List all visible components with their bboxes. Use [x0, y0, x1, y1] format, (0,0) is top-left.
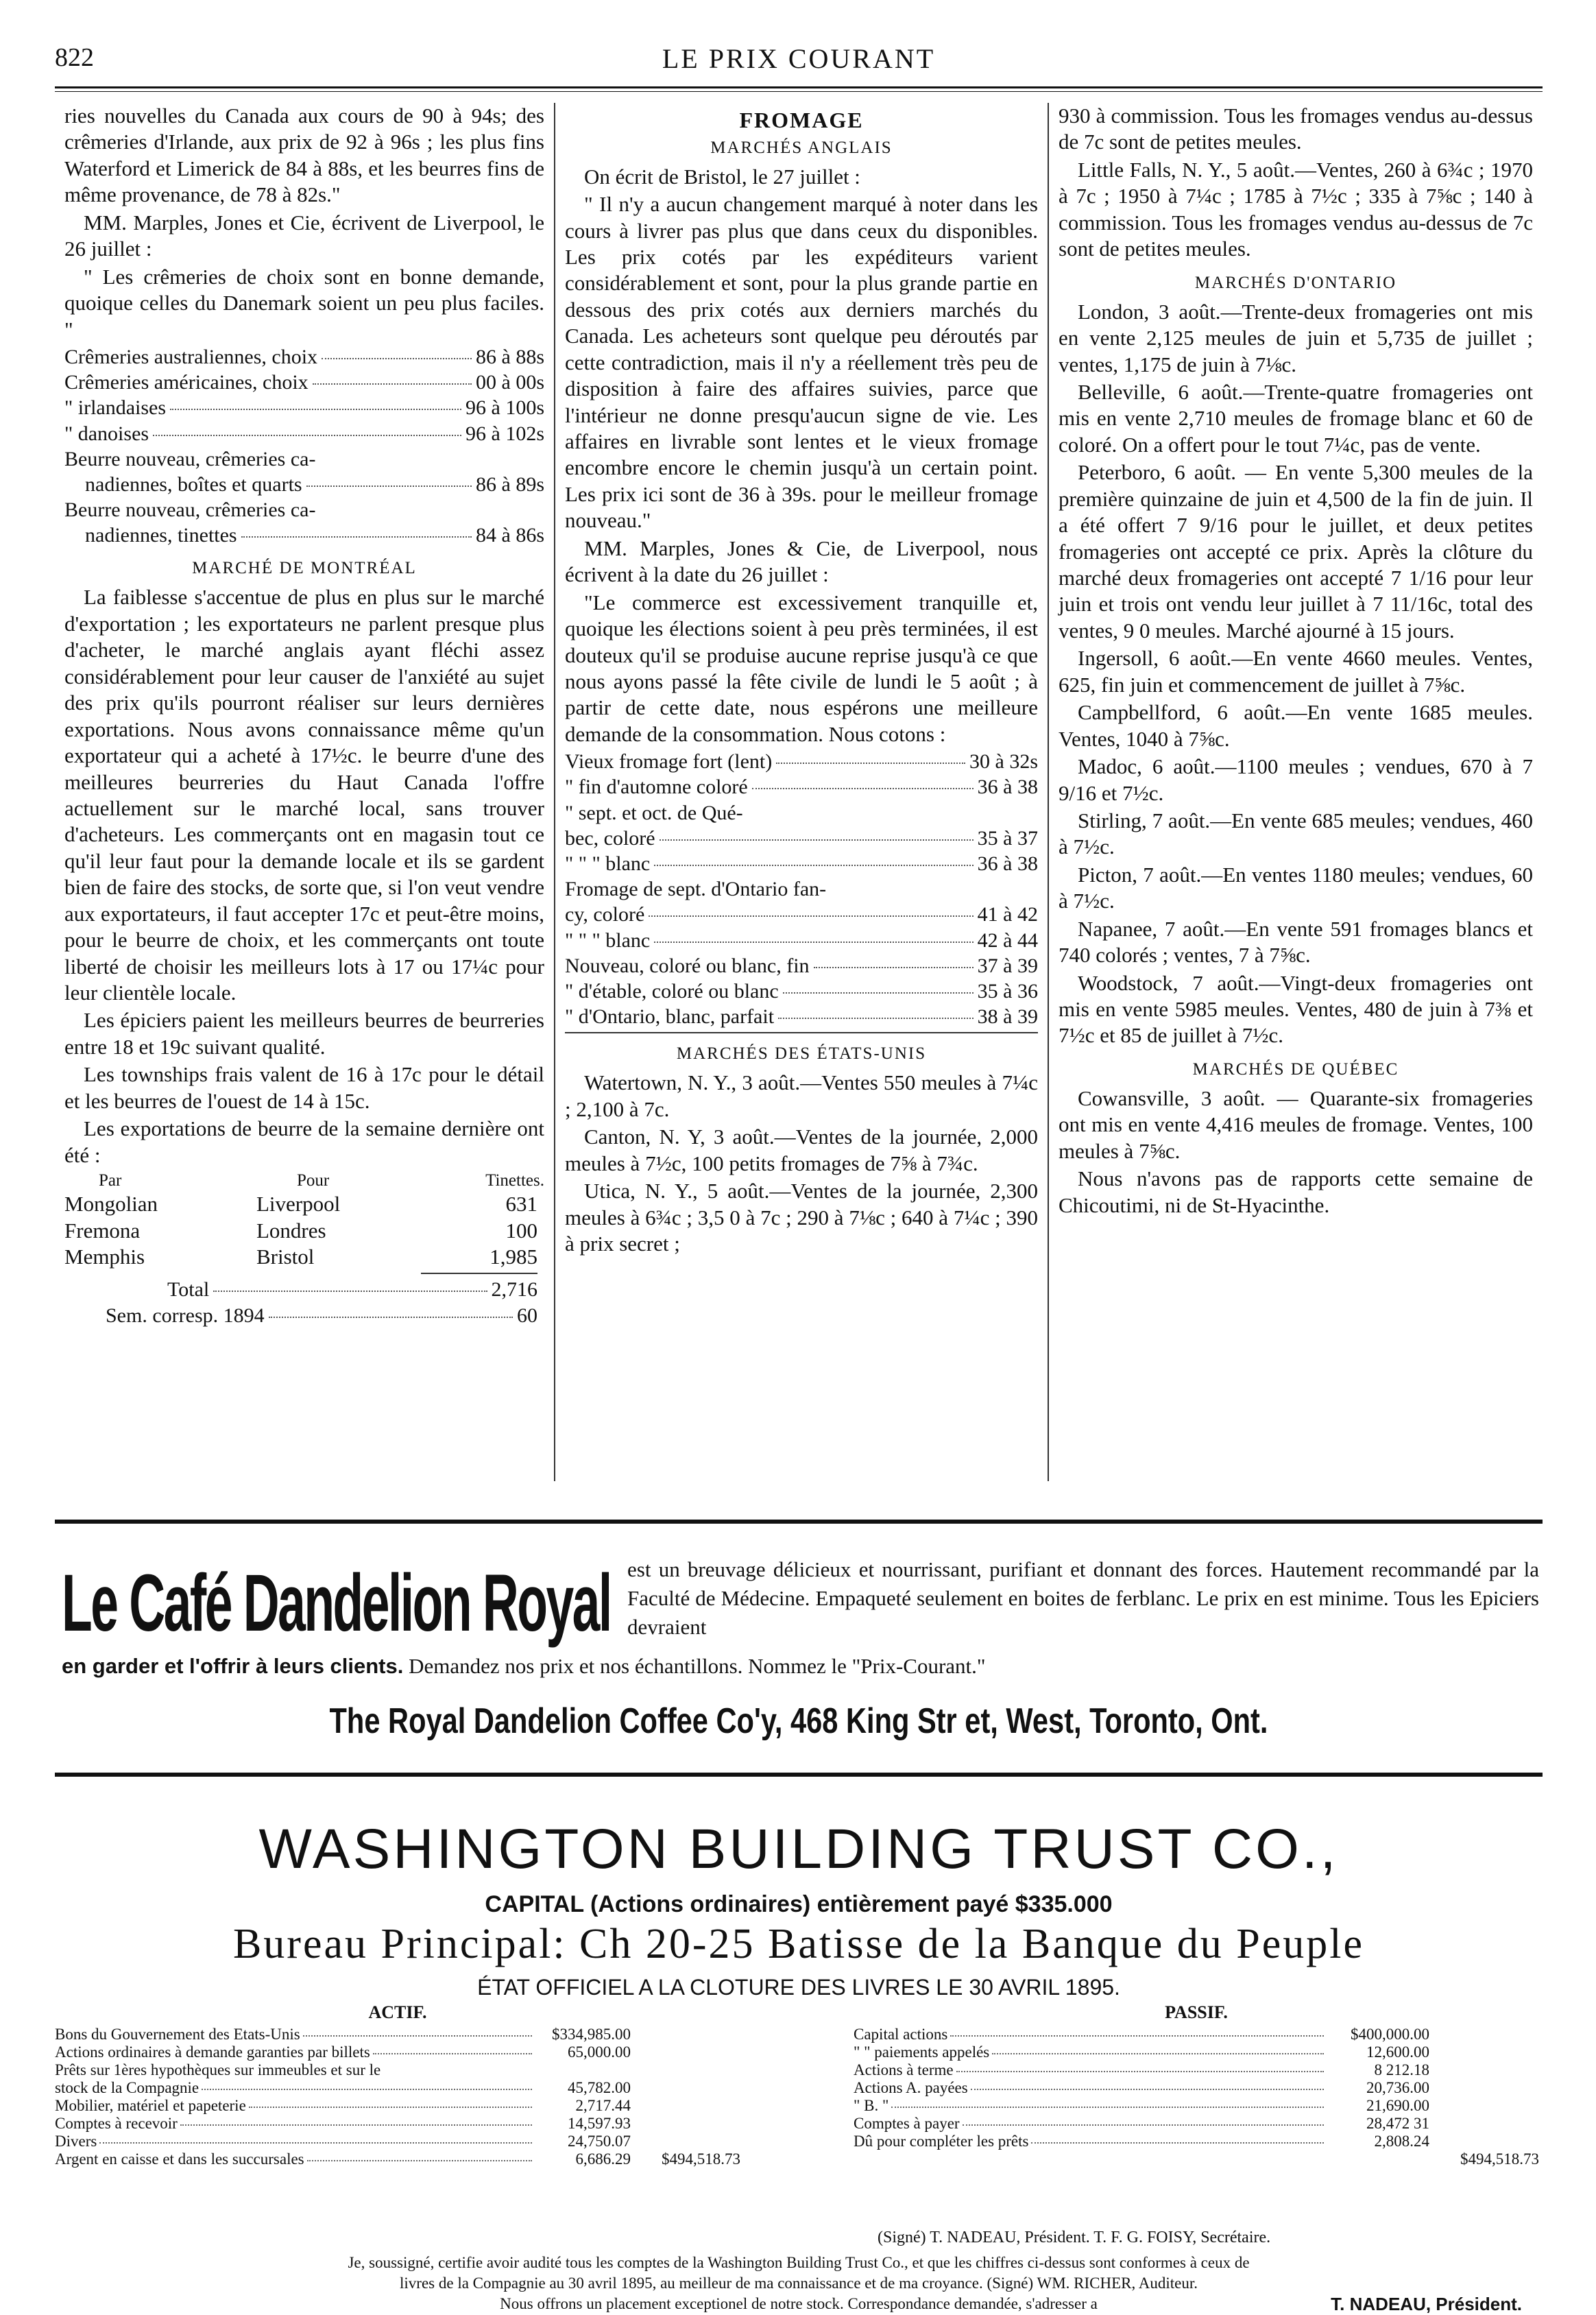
running-title: LE PRIX COURANT	[662, 43, 936, 74]
ledger-row: $494,518.73	[1460, 2150, 1539, 2168]
ledger-row: Actions à terme 8 212.18	[854, 2061, 1429, 2078]
price-line: Nouveau, coloré ou blanc, fin 37 à 39	[565, 954, 1038, 977]
paragraph: Madoc, 6 août.—1100 meules ; vendues, 670 à 7 9/16 et 7½c.	[1059, 754, 1533, 805]
paragraph: Cowansville, 3 août. — Quarante-six fromageries ont mis en vente 4,416 meules de fromage. Ventes, 100 meules à 7⅝c.	[1059, 1085, 1533, 1163]
actif-heading: ACTIF.	[368, 2002, 427, 2022]
ledger-row: Mobilier, matériel et papeterie 2,717.44	[55, 2097, 631, 2114]
paragraph: "Le commerce est excessivement tranquille et, quoique les élections soient à peu près terminées, il est douteux qu'il se produise aucune reprise jusqu'à ce que nous ayons passé la fête civile de lundi le 5 août ; à partir de cette date, nous espérons une meilleure demande de la consommation. Nous cotons :	[565, 590, 1038, 746]
price-line: Fromage de sept. d'Ontario fan-	[565, 878, 827, 901]
passif-heading: PASSIF.	[1165, 2002, 1228, 2022]
export-row: Fremona Londres 100	[64, 1218, 537, 1243]
paragraph: Belleville, 6 août.—Trente-quatre fromageries ont mis en vente 2,710 meules de fromage blanc et 60 de coloré. On a offert pour le tout 7¼c, pas de vente.	[1059, 379, 1533, 457]
price-line: Vieux fromage fort (lent) 30 à 32s	[565, 750, 1038, 773]
newspaper-page	[55, 34, 1543, 2314]
ledger-row: " " paiements appelés 12,600.00	[854, 2043, 1429, 2061]
column-butter	[55, 103, 555, 1481]
column-cheese-canada	[1049, 103, 1543, 1481]
ad-company-line: The Royal Dandelion Coffee Co'y, 468 King Str et, West, Toronto, Ont.	[329, 1701, 1268, 1741]
ledger-row: " B. " 21,690.00	[854, 2097, 1429, 2114]
auditor-certification	[55, 2253, 1543, 2314]
paragraph: Stirling, 7 août.—En vente 685 meules; vendues, 460 à 7½c.	[1059, 808, 1533, 859]
ad-emphasis: en garder et l'offrir à leurs clients.	[62, 1654, 404, 1678]
ad-text: Demandez nos prix et nos échantillons. Nommez le "Prix-Courant."	[403, 1654, 986, 1678]
ledger-row: Divers 24,750.07	[55, 2133, 631, 2150]
ledger-row: stock de la Compagnie 45,782.00	[55, 2079, 631, 2096]
price-line: " fin d'automne coloré 36 à 38	[565, 776, 1038, 799]
price-line: Beurre nouveau, crêmeries ca-	[64, 499, 316, 522]
paragraph: London, 3 août.—Trente-deux fromageries ont mis en vente 2,125 meules de juin et 5,735 de juillet ; ventes, 1,175 de juin à 7⅛c.	[1059, 299, 1533, 376]
price-list	[64, 344, 544, 446]
ledger-row: Comptes à payer 28,472 31	[854, 2115, 1429, 2132]
ledger-passif	[854, 2002, 1539, 2168]
paragraph: Peterboro, 6 août. — En vente 5,300 meules de la première quinzaine de juin et 4,500 de la fin de juin. Il a été offert 7 9/16 pour le juillet, et deux petites fromageries ont accepté ce prix. Après la clôture du marché deux fromageries ont accepté 7 1/16 pour leur juin et trois ont vendu leur juillet à 7 11/16c, total des ventes, 9 0 meules. Marché ajourné à 15 jours.	[1059, 460, 1533, 643]
ledger-row: Comptes à recevoir 14,597.93	[55, 2115, 631, 2132]
washington-title: WASHINGTON BUILDING TRUST CO.,	[258, 1818, 1339, 1880]
ledger-row: Capital actions $400,000.00	[854, 2026, 1429, 2043]
total-row: Sem. corresp. 1894 60	[106, 1304, 537, 1327]
price-line: Crêmeries américaines, choix 00 à 00s	[64, 371, 544, 394]
ledger-row: Argent en caisse et dans les succursales 6,686.29 $494,518.73	[55, 2150, 740, 2168]
ledger-row: Dû pour compléter les prêts 2,808.24	[854, 2133, 1429, 2150]
cert-line: Nous offrons un placement exceptionel de notre stock. Correspondance demandée, s'adresser a	[500, 2294, 1098, 2312]
statement-heading: ÉTAT OFFICIEL A LA CLOTURE DES LIVRES LE 30 AVRIL 1895.	[477, 1975, 1120, 2000]
section-rule	[565, 1032, 1038, 1033]
paragraph: Ingersoll, 6 août.—En vente 4660 meules. Ventes, 625, fin juin et commencement de juillet à 7⅝c.	[1059, 646, 1533, 697]
paragraph: Watertown, N. Y., 3 août.—Ventes 550 meules à 7¼c ; 2,100 à 7c.	[565, 1070, 1038, 1121]
paragraph: Les épiciers paient les meilleurs beurres de beurreries entre 18 et 19c suivant qualité.	[64, 1008, 544, 1059]
paragraph: Nous n'avons pas de rapports cette semaine de Chicoutimi, ni de St-Hyacinthe.	[1059, 1166, 1533, 1217]
section-heading-fromage: FROMAGE	[739, 108, 864, 132]
paragraph: Campbellford, 6 août.—En vente 1685 meules. Ventes, 1040 à 7⅝c.	[1059, 700, 1533, 751]
paragraph: Woodstock, 7 août.—Vingt-deux fromageries ont mis en vente 5985 meules. Ventes, 480 de juin à 7⅜ et 7½c et 85 de juillet à 7½c.	[1059, 970, 1533, 1048]
ad-rule	[55, 1520, 1543, 1524]
column-cheese-english	[555, 103, 1049, 1481]
paragraph: Canton, N. Y, 3 août.—Ventes de la journée, 2,000 meules à 7½c, 100 petits fromages de 7⅝ à 7¾c.	[565, 1125, 1038, 1175]
section-heading-ontario: MARCHÉS D'ONTARIO	[1194, 273, 1397, 292]
price-line: " sept. et oct. de Qué-	[565, 801, 743, 824]
paragraph: La faiblesse s'accentue de plus en plus sur le marché d'exportation ; les exportateurs ne parlent presque plus d'acheter, le marché anglais ayant fléchi assez considérablement pour leur causer de l'anxiété au sujet des prix qu'ils pourront réaliser sur leurs dernières exportations. Nous avons connaissance même qu'un exportateur qui a acheté à 17½c. le beurre d'une des meilleures beurreries du Haut Canada l'offre actuellement sur le marché local, sans trouver d'acheteurs. Les commerçants ont en magasin tout ce qu'il leur faut pour la demande locale et ils se gardent bien de faire des stocks, de sorte que, si l'on veut vendre aux exportateurs, il faut accepter 17c et peut-être moins, pour le beurre de choix, et les commerçants ont toute liberté de choisir les meilleurs lots à 17 ou 17¼c pour leur clientèle locale.	[64, 585, 544, 1005]
capital-line: CAPITAL (Actions ordinaires) entièrement payé $335.000	[485, 1891, 1113, 1917]
page-number: 822	[55, 43, 94, 72]
paragraph: " Il n'y a aucun changement marqué à noter dans les cours à livrer pas plus que dans ceux du disponibles. Les prix cotés par les expéditeurs varient considérablement et sont, pour la plus grande partie en dessous des prix cotés aux derniers marchés du Canada. Les acheteurs sont quelque peu déroutés par cette contradiction, mais il n'y a réellement très peu de disposition à faire des affaires suivies, parce que l'intérieur ne donne presqu'aucun signe de vie. Les affaires en livrable sont lentes et le vieux fromage encombre encore le chemin jusqu'à un certain point. Les prix ici sont de 36 à 39s. pour le meilleur fromage nouveau."	[565, 192, 1038, 533]
price-list	[565, 749, 1038, 1029]
export-row: Memphis Bristol 1,985	[64, 1244, 537, 1269]
price-line: bec, coloré 35 à 37	[565, 826, 1038, 850]
paragraph: MM. Marples, Jones et Cie, écrivent de Liverpool, le 26 juillet :	[64, 210, 544, 261]
export-row: Mongolian Liverpool 631	[64, 1192, 537, 1216]
ad-rule	[55, 1773, 1543, 1777]
passif-rows	[854, 2026, 1539, 2168]
price-line: " irlandaises 96 à 100s	[64, 396, 544, 420]
ledger-row: Actions A. payées 20,736.00	[854, 2079, 1429, 2096]
paragraph: MM. Marples, Jones & Cie, de Liverpool, nous écrivent à la date du 26 juillet :	[565, 536, 1038, 587]
advertisement-washington	[55, 1790, 1543, 2314]
price-line: " " " blanc 42 à 44	[565, 928, 1038, 952]
ledger-actif	[55, 2002, 740, 2168]
ad-body-line	[62, 1654, 986, 1679]
ad-body: est un breuvage délicieux et nourrissant, purifiant et donnant des forces. Hautement recommandé par la Faculté de Médecine. Empaqueté seulement en boites de ferblanc. Le prix en est minime. Tous les Epiciers devraient	[627, 1557, 1539, 1640]
signatures-line: (Signé) T. NADEAU, Président. T. F. G. FOISY, Secrétaire.	[878, 2229, 1271, 2246]
header-rule	[55, 86, 1543, 92]
ledger-row: Prêts sur 1ères hypothèques sur immeubles et sur le	[55, 2061, 381, 2078]
paragraph: " Les crêmeries de choix sont en bonne demande, quoique celles du Danemark soient un peu plus faciles. "	[64, 264, 544, 341]
paragraph: Picton, 7 août.—En ventes 1180 meules; vendues, 60 à 7½c.	[1059, 862, 1533, 913]
dandelion-brand-logo: Le Café Dandelion Royal	[62, 1558, 611, 1648]
advertisement-dandelion	[55, 1495, 1543, 1790]
section-heading-montreal: MARCHÉ DE MONTRÉAL	[192, 559, 417, 578]
article-columns	[55, 103, 1543, 1481]
price-line: " danoises 96 à 102s	[64, 422, 544, 445]
price-line: " " " blanc 36 à 38	[565, 852, 1038, 876]
page-header	[55, 34, 1543, 82]
section-heading-etats-unis: MARCHÉS DES ÉTATS-UNIS	[676, 1044, 927, 1064]
sum-rule	[421, 1273, 537, 1274]
section-heading-quebec: MARCHÉS DE QUÉBEC	[1192, 1059, 1399, 1079]
price-line: Beurre nouveau, crêmeries ca-	[64, 447, 316, 470]
price-line: cy, coloré 41 à 42	[565, 903, 1038, 926]
paragraph: On écrit de Bristol, le 27 juillet :	[584, 164, 860, 189]
cert-line: Je, soussigné, certifie avoir audité tous les comptes de la Washington Building Trust Co., et que les chiffres ci-dessus sont conformes à ceux de	[348, 2254, 1250, 2271]
ledger-row: Actions ordinaires à demande garanties par billets 65,000.00	[55, 2043, 631, 2061]
exports-table	[64, 1191, 544, 1270]
price-line: nadiennes, boîtes et quarts 86 à 89s	[85, 472, 544, 496]
president-signature: T. NADEAU, Président.	[1331, 2294, 1522, 2314]
price-line: " d'Ontario, blanc, parfait 38 à 39	[565, 1005, 1038, 1029]
exports-table-header: Par Pour Tinettes.	[99, 1171, 544, 1190]
price-line: Crêmeries australiennes, choix 86 à 88s	[64, 345, 544, 368]
price-line: " d'étable, coloré ou blanc 35 à 36	[565, 979, 1038, 1003]
paragraph: Les exportations de beurre de la semaine dernière ont été :	[64, 1116, 544, 1167]
paragraph: Little Falls, N. Y., 5 août.—Ventes, 260 à 6¾c ; 1970 à 7c ; 1950 à 7¼c ; 1785 à 7½c ; 335 à 7⅝c ; 140 à commission. Tous les fromages vendus au-dessus de 7c sont de petites meules.	[1059, 157, 1533, 261]
paragraph: ries nouvelles du Canada aux cours de 90 à 94s; des crêmeries d'Irlande, aux prix de 92 à 96s ; les plus fins Waterford et Limerick de 84 à 88s, et les beurres fins de même provenance, de 78 à 82s."	[64, 104, 544, 207]
price-line: nadiennes, tinettes 84 à 86s	[85, 524, 544, 547]
bureau-line: Bureau Principal: Ch 20-25 Batisse de la Banque du Peuple	[232, 1921, 1365, 1967]
ledger-row: Bons du Gouvernement des Etats-Unis $334,985.00	[55, 2026, 631, 2043]
section-heading-anglais: MARCHÉS ANGLAIS	[710, 138, 893, 157]
total-row: Total 2,716	[167, 1278, 537, 1302]
paragraph: Les townships frais valent de 16 à 17c pour le détail et les beurres de l'ouest de 14 à 15c.	[64, 1062, 544, 1113]
paragraph: 930 à commission. Tous les fromages vendus au-dessus de 7c sont de petites meules.	[1059, 104, 1533, 154]
paragraph: Utica, N. Y., 5 août.—Ventes de la journée, 2,300 meules à 6¾c ; 3,5 0 à 7c ; 290 à 7⅛c ; 640 à 7¼c ; 390 à prix secret ;	[565, 1179, 1038, 1256]
actif-rows	[55, 2026, 740, 2168]
paragraph: Napanee, 7 août.—En vente 591 fromages blancs et 740 colorés ; ventes, 7 à 7⅝c.	[1059, 916, 1533, 968]
cert-line: livres de la Compagnie au 30 avril 1895, au meilleur de ma connaissance et de ma croyance. (Signé) WM. RICHER, Auditeur.	[400, 2274, 1198, 2292]
